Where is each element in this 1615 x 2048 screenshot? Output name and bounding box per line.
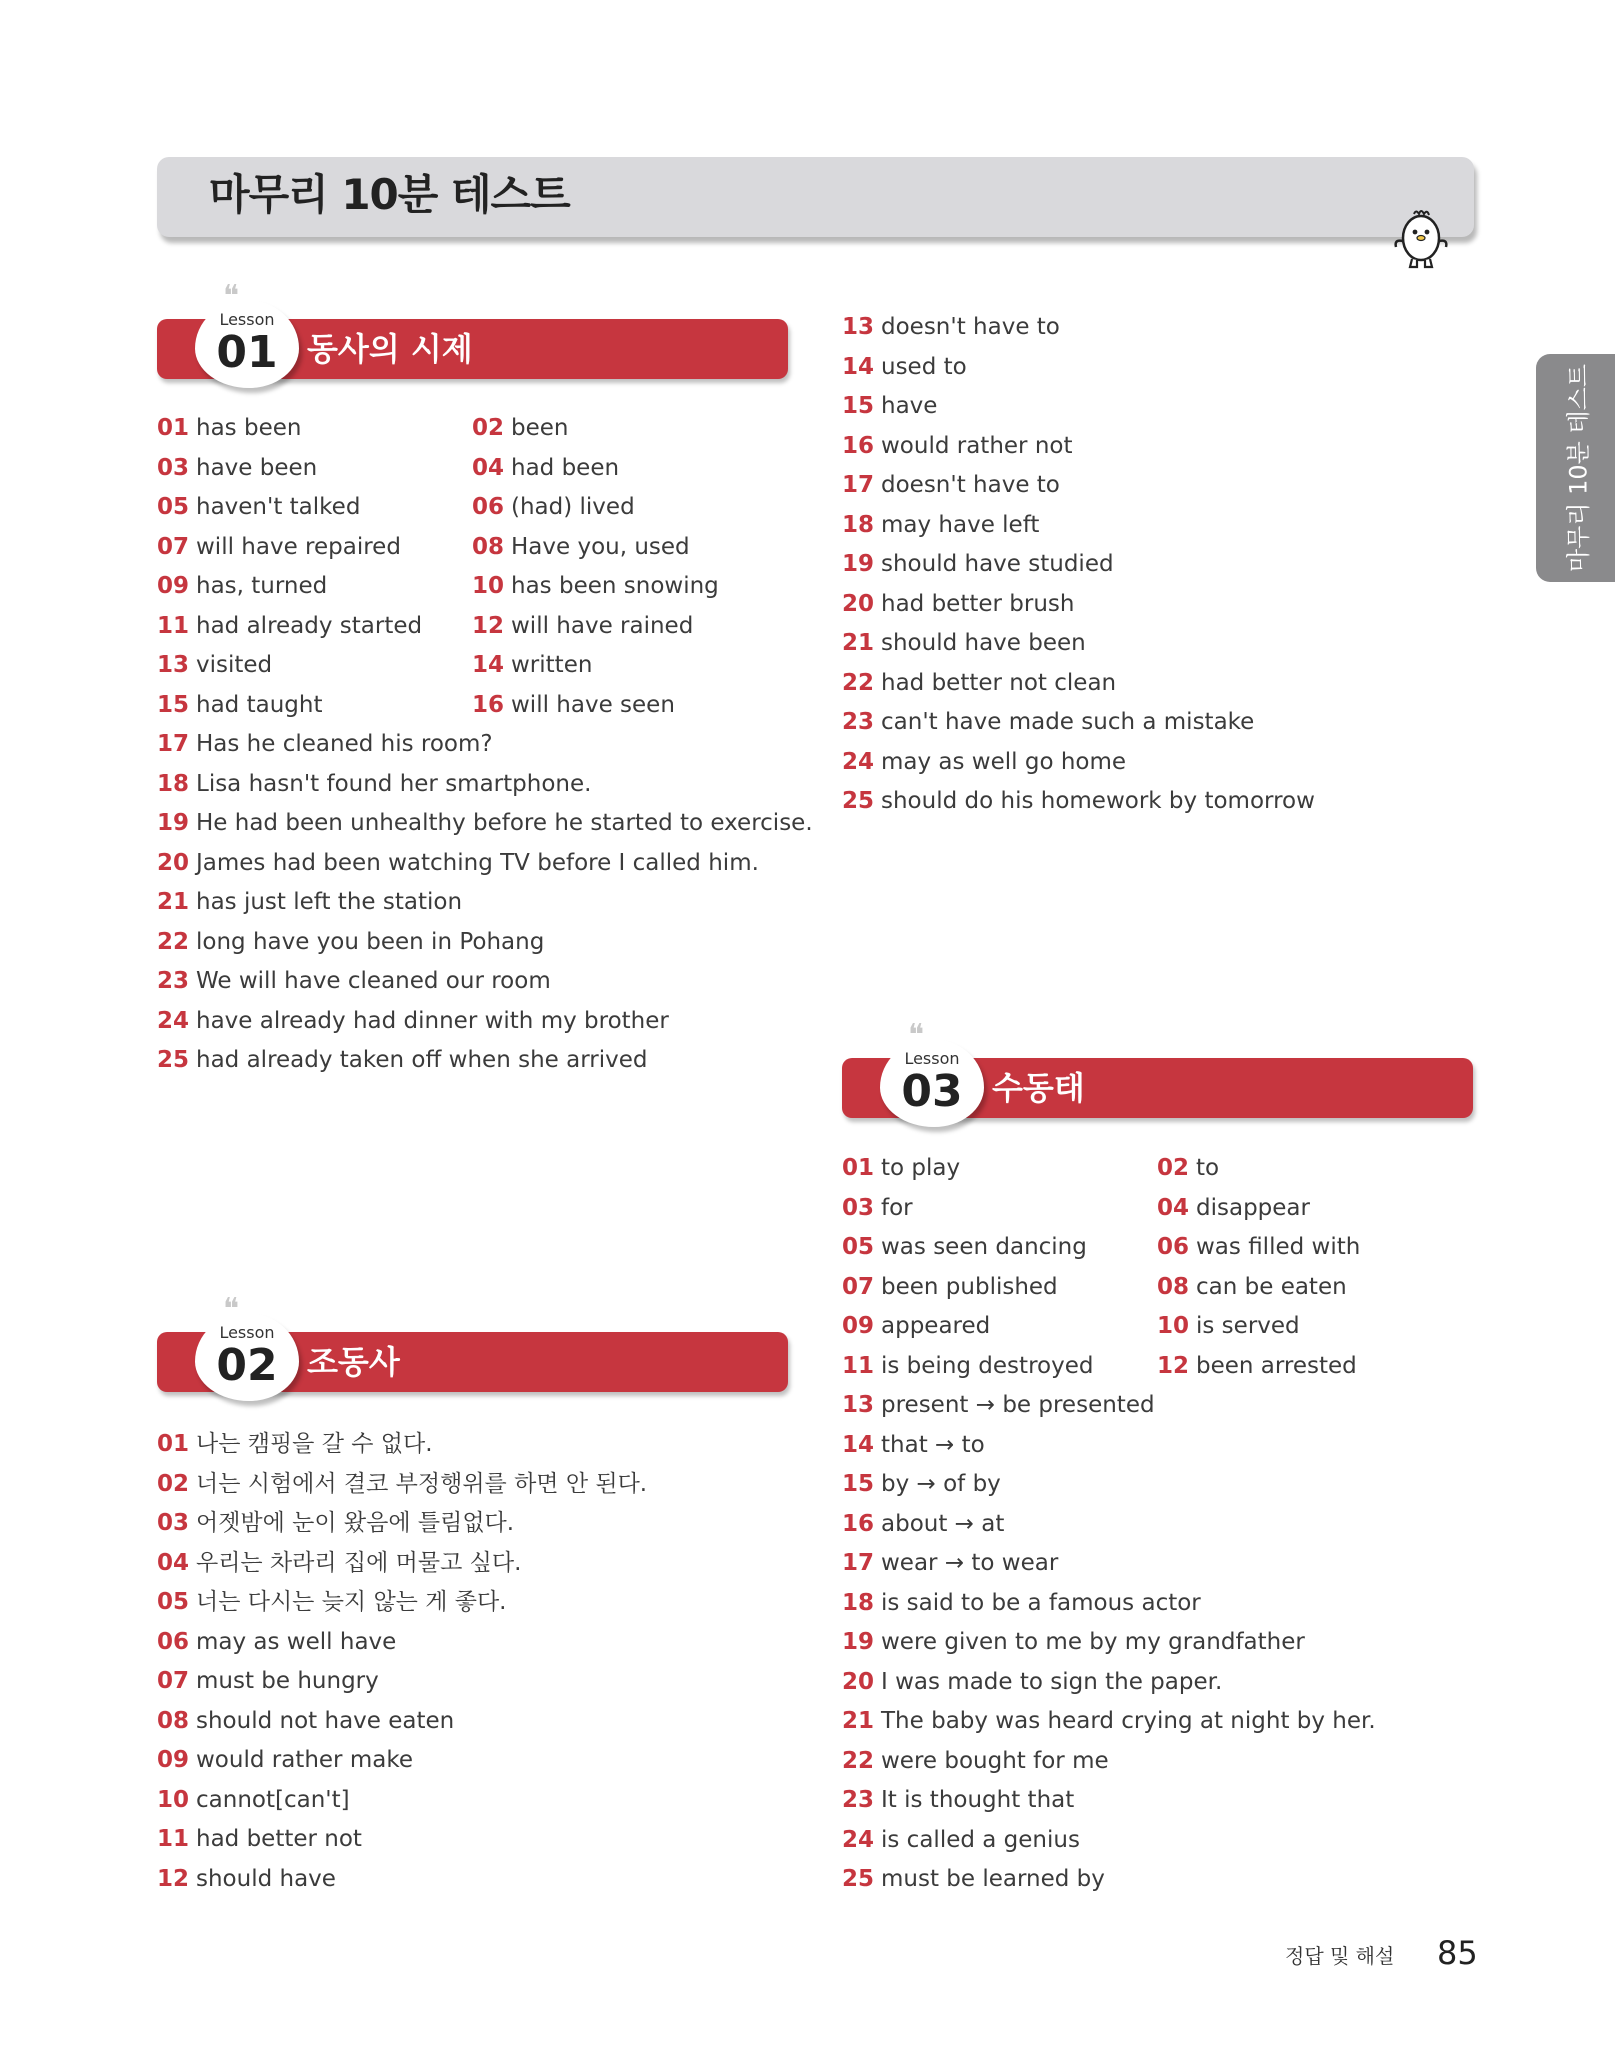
list-item: 20 had better brush: [842, 590, 1075, 617]
side-tab-label: 마무리 10분 테스트: [1564, 363, 1592, 573]
list-item: 21 The baby was heard crying at night by her.: [842, 1708, 1376, 1734]
list-item: 16 would rather not: [842, 432, 1073, 459]
list-item: 25 had already taken off when she arrived: [157, 1047, 648, 1073]
list-item: 12 will have rained: [472, 612, 694, 639]
list-item: 06 may as well have: [157, 1628, 397, 1655]
lesson-01-header: [157, 279, 788, 387]
list-item: 17 Has he cleaned his room?: [157, 731, 493, 757]
list-item: 23 It is thought that: [842, 1787, 1075, 1813]
quote-icon: ❝: [223, 279, 240, 314]
mascot-icon: [1390, 205, 1452, 273]
lesson-badge: [880, 1039, 984, 1127]
list-item: 10 is served: [1157, 1313, 1300, 1339]
lesson-title: 수동태: [992, 1069, 1085, 1107]
list-item: 04 우리는 차라리 집에 머물고 싶다.: [157, 1549, 522, 1576]
list-item: 11 had already started: [157, 612, 423, 639]
list-item: 13 visited: [157, 652, 273, 678]
list-item: 20 James had been watching TV before I called him.: [157, 849, 759, 876]
list-item: 08 should not have eaten: [157, 1707, 455, 1734]
list-item: 20 I was made to sign the paper.: [842, 1668, 1223, 1695]
list-item: 15 had taught: [157, 691, 323, 718]
list-item: 19 He had been unhealthy before he started to exercise.: [157, 810, 813, 836]
side-tab: [1536, 354, 1615, 582]
list-item: 19 should have studied: [842, 551, 1114, 577]
list-item: 25 must be learned by: [842, 1866, 1105, 1892]
list-item: 15 have: [842, 393, 938, 419]
list-item: 05 haven't talked: [157, 494, 361, 520]
list-item: 07 will have repaired: [157, 533, 401, 560]
list-item: 10 cannot[can't]: [157, 1786, 350, 1813]
list-item: 08 can be eaten: [1157, 1273, 1347, 1300]
list-item: 19 were given to me by my grandfather: [842, 1629, 1305, 1655]
list-item: 13 present → be presented: [842, 1392, 1155, 1418]
list-item: 08 Have you, used: [472, 533, 690, 560]
list-item: 23 We will have cleaned our room: [157, 968, 551, 994]
lesson-title: 조동사: [307, 1343, 400, 1381]
list-item: 07 must be hungry: [157, 1668, 379, 1694]
list-item: 22 had better not clean: [842, 669, 1117, 696]
list-item: 18 may have left: [842, 511, 1040, 538]
list-item: 01 has been: [157, 415, 302, 441]
list-item: 17 doesn't have to: [842, 472, 1060, 498]
lesson-badge: [195, 300, 299, 388]
list-item: 11 is being destroyed: [842, 1352, 1094, 1379]
list-item: 13 doesn't have to: [842, 314, 1060, 340]
lesson-badge: [195, 1313, 299, 1401]
list-item: 21 should have been: [842, 630, 1086, 656]
list-item: 16 will have seen: [472, 691, 675, 718]
list-item: 14 that → to: [842, 1431, 985, 1458]
list-item: 21 has just left the station: [157, 889, 463, 915]
list-item: 24 is called a genius: [842, 1826, 1080, 1853]
list-item: 22 were bought for me: [842, 1747, 1109, 1774]
page-title: 마무리 10분 테스트: [209, 170, 570, 219]
lesson-title: 동사의 시제: [307, 330, 473, 368]
list-item: 05 was seen dancing: [842, 1234, 1087, 1260]
list-item: 04 had been: [472, 454, 620, 481]
list-item: 24 may as well go home: [842, 748, 1127, 775]
lesson-badge-word: Lesson: [219, 310, 275, 329]
list-item: 10 has been snowing: [472, 573, 719, 599]
lesson-02-header: [157, 1292, 788, 1400]
list-item: 12 been arrested: [1157, 1352, 1357, 1379]
list-item: 09 would rather make: [157, 1747, 413, 1773]
list-item: 06 was filled with: [1157, 1234, 1361, 1260]
list-item: 18 Lisa hasn't found her smartphone.: [157, 770, 592, 797]
list-item: 15 by → of by: [842, 1471, 1001, 1497]
lesson-badge-number: 03: [901, 1066, 963, 1117]
title-banner: [157, 157, 1474, 237]
list-item: 12 should have: [157, 1865, 336, 1892]
list-item: 24 have already had dinner with my brother: [157, 1007, 669, 1034]
footer-label: 정답 및 해설: [1285, 1944, 1395, 1968]
list-item: 09 has, turned: [157, 573, 328, 599]
list-item: 14 written: [472, 652, 593, 678]
list-item: 23 can't have made such a mistake: [842, 709, 1255, 735]
list-item: 25 should do his homework by tomorrow: [842, 788, 1315, 814]
quote-icon: ❝: [223, 1292, 240, 1327]
list-item: 04 disappear: [1157, 1194, 1310, 1221]
list-item: 03 have been: [157, 454, 318, 481]
list-item: 17 wear → to wear: [842, 1550, 1059, 1576]
list-item: 02 너는 시험에서 결코 부정행위를 하면 안 된다.: [157, 1470, 648, 1497]
list-item: 01 나는 캠핑을 갈 수 없다.: [157, 1431, 433, 1457]
list-item: 03 어젯밤에 눈이 왔음에 틀림없다.: [157, 1510, 515, 1536]
list-item: 02 been: [472, 415, 569, 441]
list-item: 01 to play: [842, 1155, 961, 1181]
quote-icon: ❝: [908, 1018, 925, 1053]
list-item: 02 to: [1157, 1155, 1220, 1181]
list-item: 11 had better not: [157, 1826, 362, 1852]
lesson-badge-number: 01: [216, 327, 278, 378]
page-number: 85: [1437, 1934, 1478, 1972]
lesson-03-header: [842, 1018, 1473, 1126]
lesson-badge-word: Lesson: [219, 1323, 275, 1342]
list-item: 14 used to: [842, 353, 967, 380]
list-item: 22 long have you been in Pohang: [157, 928, 545, 955]
list-item: 05 너는 다시는 늦지 않는 게 좋다.: [157, 1589, 507, 1615]
lesson-badge-number: 02: [216, 1340, 278, 1391]
list-item: 18 is said to be a famous actor: [842, 1589, 1201, 1616]
list-item: 03 for: [842, 1194, 913, 1221]
list-item: 06 (had) lived: [472, 494, 635, 520]
list-item: 07 been published: [842, 1273, 1058, 1300]
list-item: 16 about → at: [842, 1510, 1005, 1537]
lesson-badge-word: Lesson: [904, 1049, 960, 1068]
list-item: 09 appeared: [842, 1313, 991, 1339]
